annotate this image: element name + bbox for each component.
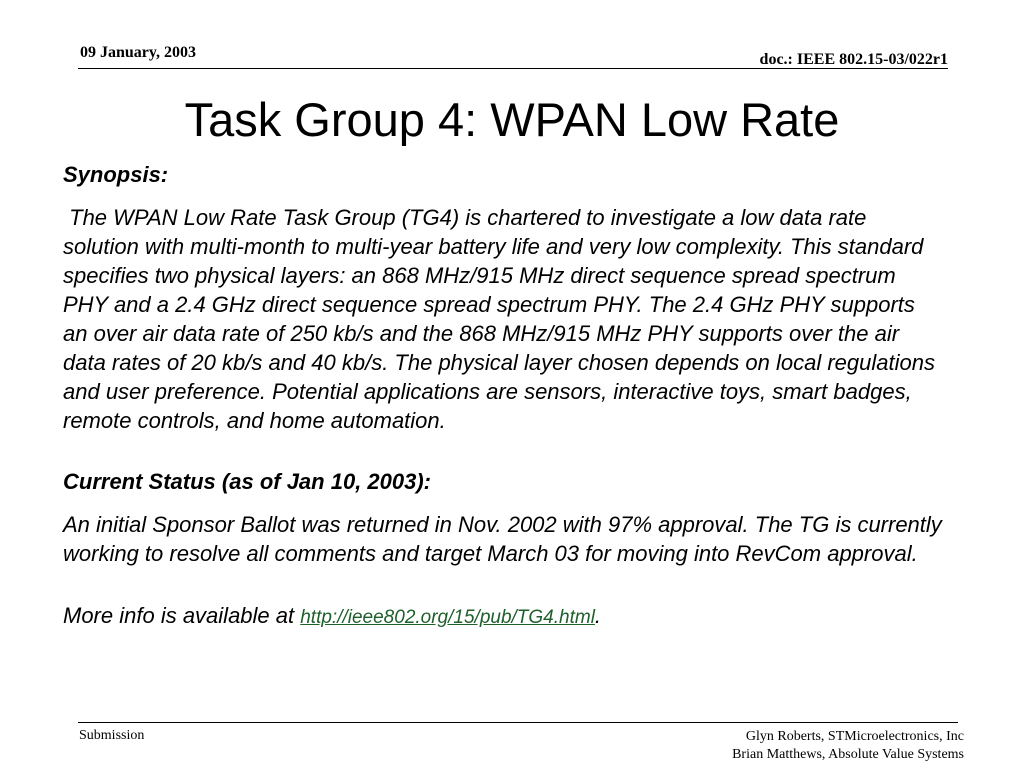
status-text: An initial Sponsor Ballot was returned in Nov. 2002 with 97% approval. The TG is currently working to resolve all comments and target March 03 for moving into RevCom approval. [63,512,942,566]
more-info-line [63,601,943,632]
slide-title: Task Group 4: WPAN Low Rate [184,93,840,146]
header-date: 09 January, 2003 [80,44,197,61]
more-info-suffix: . [594,603,602,628]
slide-body [63,160,943,632]
status-heading: Current Status (as of Jan 10, 2003): [63,469,432,494]
footer-author-2: Brian Matthews, Absolute Value Systems [732,747,964,762]
header-doc-id: doc.: IEEE 802.15-03/022r1 [759,51,948,68]
synopsis-heading: Synopsis: [63,162,169,187]
more-info-prefix: More info is available at [63,603,301,628]
footer-divider [78,722,958,723]
tg4-link[interactable]: http://ieee802.org/15/pub/TG4.html [300,607,595,628]
footer-submission: Submission [79,728,145,743]
header-divider [78,68,948,69]
footer-authors [732,728,964,764]
synopsis-text [63,203,943,435]
footer-author-1: Glyn Roberts, STMicroelectronics, Inc [745,729,964,744]
synopsis-text-content: The WPAN Low Rate Task Group (TG4) is chartered to investigate a low data rate solution with multi-month to multi-year battery life and very low complexity. This standard specifies two physical layers: an 868 MHz/915 MHz direct sequence spread spectrum PHY and a 2.4 GHz direct sequence spread spectrum PHY. The 2.4 GHz PHY supports an over air data rate of 250 kb/s and the 868 MHz/915 MHz PHY supports over the air data rates of 20 kb/s and 40 kb/s. The physical layer chosen depends on local regulations and user preference. Potential applications are sensors, interactive toys, smart badges, remote controls, and home automation. [63,205,935,433]
